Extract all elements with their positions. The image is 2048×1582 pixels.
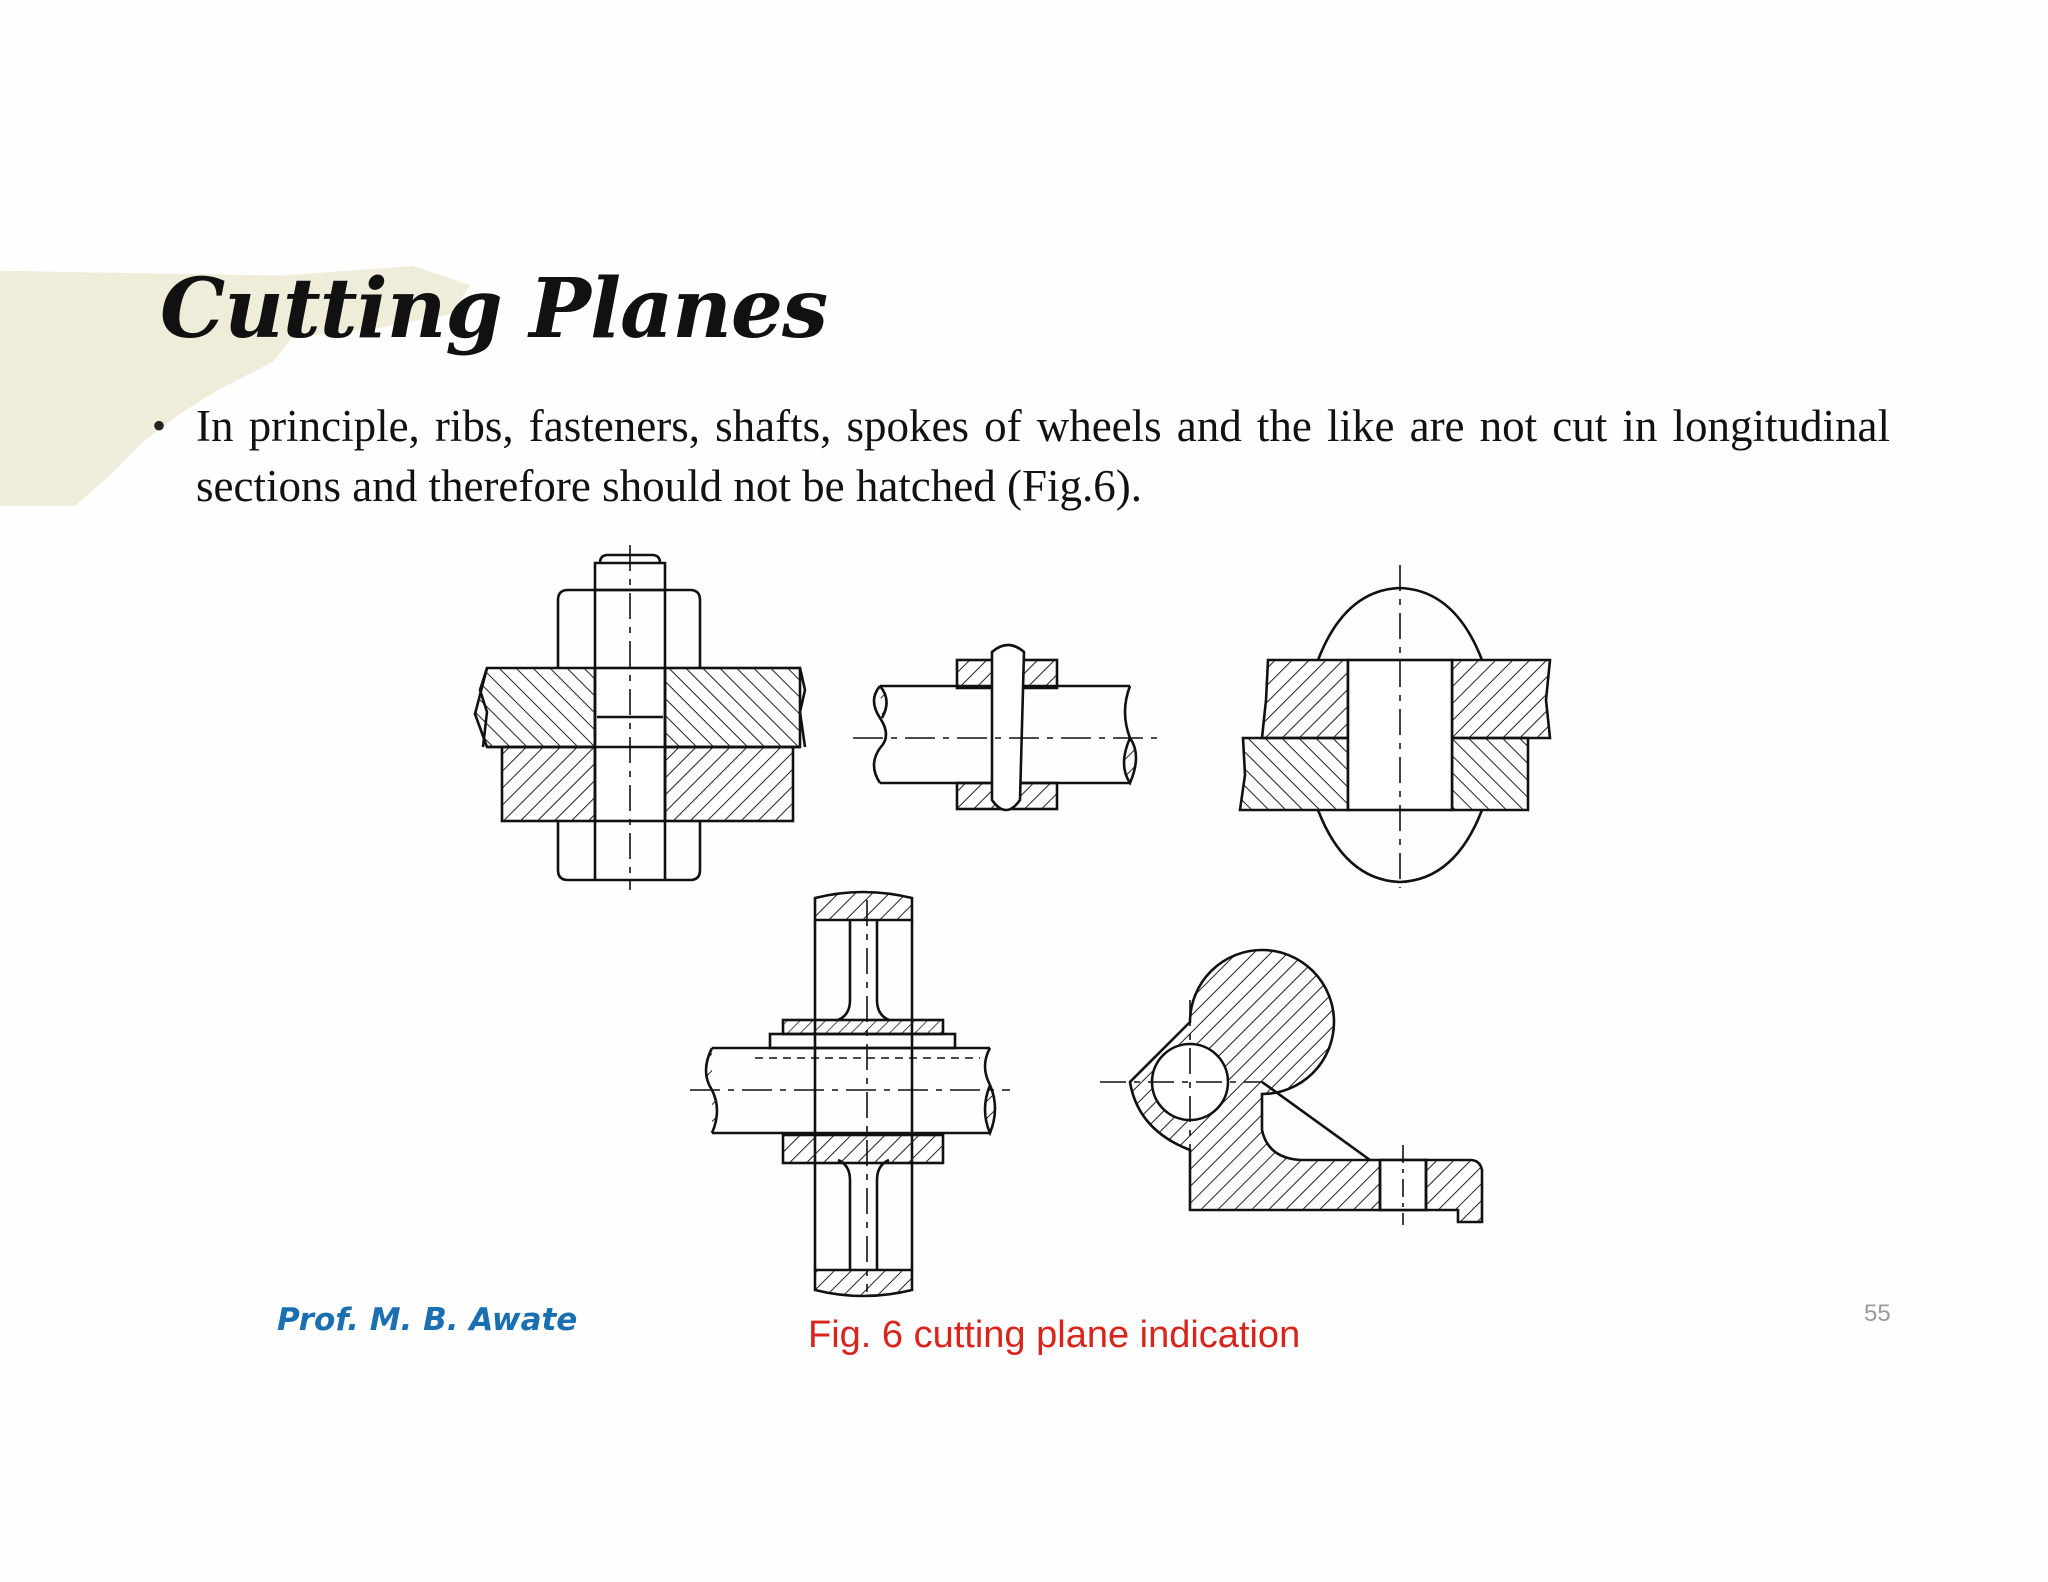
rivet-view [1240,565,1550,888]
pin-shaft-view [853,645,1160,810]
figure-caption: Fig. 6 cutting plane indication [808,1314,1301,1356]
wheel-hub-view [690,892,1010,1296]
slide-title: Cutting Planes [160,261,828,357]
lever-view [1100,950,1482,1225]
bullet-marker: • [152,403,167,448]
page-number: 55 [1864,1300,1891,1327]
bolt-nut-view [475,545,805,890]
author-credit: Prof. M. B. Awate [277,1302,578,1338]
bullet-text: In principle, ribs, fasteners, shafts, spokes of wheels and the like are not cut in longitudinal sections and therefore should not be hatched (Fig.6). [196,401,1890,511]
